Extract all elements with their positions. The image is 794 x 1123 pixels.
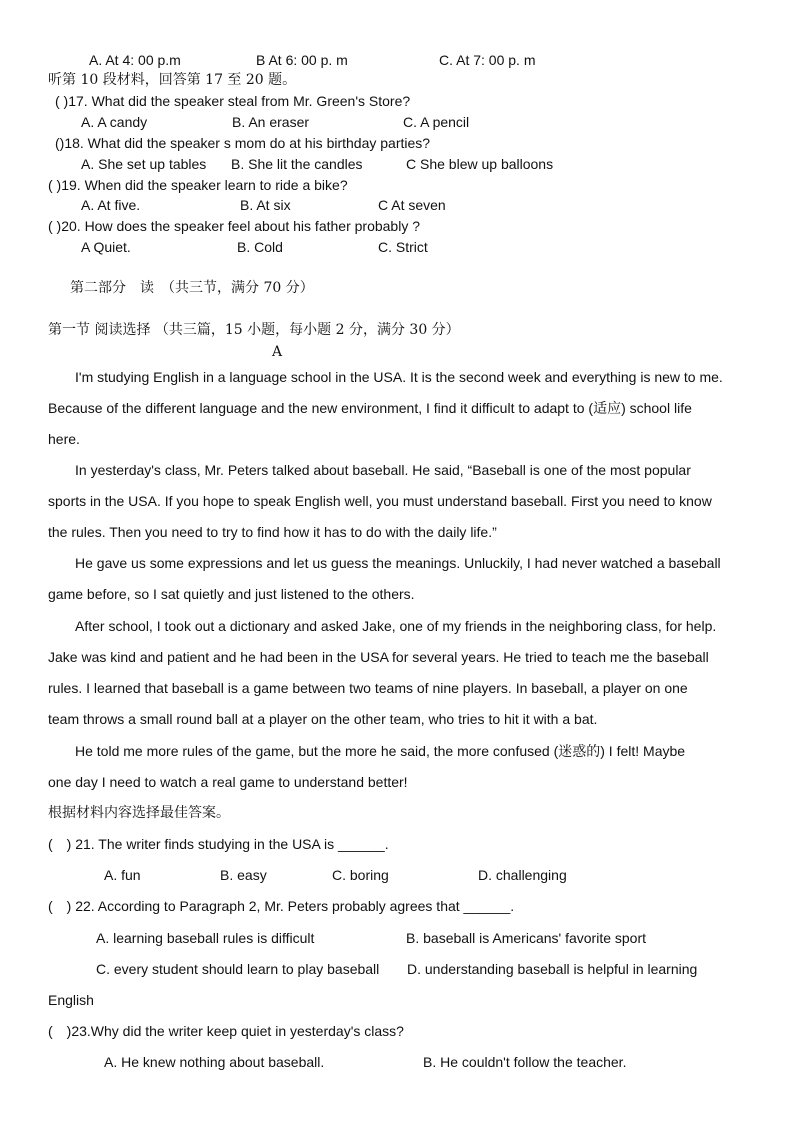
q16-option-b: B At 6: 00 p. m <box>256 52 348 68</box>
passage-line: rules. I learned that baseball is a game between two teams of nine players. In baseball, a player on one <box>48 680 688 696</box>
passage-line: After school, I took out a dictionary and asked Jake, one of my friends in the neighboring class, for help. <box>75 618 717 634</box>
passage-line: sports in the USA. If you hope to speak English well, you must understand baseball. First you need to know <box>48 493 712 509</box>
q21-option-b: B. easy <box>220 867 267 883</box>
q16-option-c: C. At 7: 00 p. m <box>439 52 536 68</box>
q20-option-b: B. Cold <box>237 239 283 255</box>
q23-option-a: A. He knew nothing about baseball. <box>104 1054 325 1070</box>
passage-line: game before, so I sat quietly and just listened to the others. <box>48 586 415 602</box>
q22-stem: ( ) 22. According to Paragraph 2, Mr. Peters probably agrees that ______. <box>48 898 515 914</box>
passage-line: In yesterday's class, Mr. Peters talked about baseball. He said, “Baseball is one of the most popular <box>75 462 691 478</box>
q21-option-c: C. boring <box>332 867 389 883</box>
q21-stem: ( ) 21. The writer finds studying in the USA is ______. <box>48 836 389 852</box>
q17-option-a: A. A candy <box>81 114 148 130</box>
q22-option-d: D. understanding baseball is helpful in learning <box>407 961 698 977</box>
passage-line: one day I need to watch a real game to understand better! <box>48 774 408 790</box>
passage-line: I'm studying English in a language school in the USA. It is the second week and everything is new to me. <box>75 369 723 385</box>
q19-option-c: C At seven <box>378 197 446 213</box>
q23-option-b: B. He couldn't follow the teacher. <box>423 1054 627 1070</box>
passage-line: team throws a small round ball at a player on the other team, who tries to hit it with a bat. <box>48 711 598 727</box>
passage-line: the rules. Then you need to try to find how it has to do with the daily life.” <box>48 524 497 540</box>
passage-line: He gave us some expressions and let us guess the meanings. Unluckily, I had never watched a baseball <box>75 555 721 571</box>
part2-heading: 第二部分 读 （共三节，满分 70 分） <box>70 280 314 296</box>
passage-line: Because of the different language and the new environment, I find it difficult to adapt to (适应) school life <box>48 400 692 416</box>
q20-option-a: A Quiet. <box>81 239 131 255</box>
q20-stem: ( )20. How does the speaker feel about his father probably ? <box>48 218 420 234</box>
q21-option-d: D. challenging <box>478 867 567 883</box>
q18-option-a: A. She set up tables <box>81 156 207 172</box>
listening-intro: 听第 10 段材料，回答第 17 至 20 题。 <box>48 72 297 88</box>
q19-option-b: B. At six <box>240 197 291 213</box>
q21-option-a: A. fun <box>104 867 141 883</box>
q18-stem: ()18. What did the speaker s mom do at his birthday parties? <box>55 135 431 151</box>
passage-line: here. <box>48 431 80 447</box>
q18-option-c: C She blew up balloons <box>406 156 554 172</box>
passage-line: Jake was kind and patient and he had been in the USA for several years. He tried to teach me the baseball <box>48 649 709 665</box>
passage-line: He told me more rules of the game, but the more he said, the more confused (迷惑的) I felt! Maybe <box>75 743 686 759</box>
q19-option-a: A. At five. <box>81 197 141 213</box>
q16-option-a: A. At 4: 00 p.m <box>89 52 181 68</box>
q18-option-b: B. She lit the candles <box>231 156 363 172</box>
instruction: 根据材料内容选择最佳答案。 <box>48 805 230 821</box>
q19-stem: ( )19. When did the speaker learn to ride a bike? <box>48 177 348 193</box>
q23-stem: ( )23.Why did the writer keep quiet in yesterday's class? <box>48 1023 404 1039</box>
passage-label: A <box>272 344 283 360</box>
q22-option-d-continued: English <box>48 992 94 1008</box>
q22-option-b: B. baseball is Americans' favorite sport <box>406 930 647 946</box>
q20-option-c: C. Strict <box>378 239 428 255</box>
q22-option-c: C. every student should learn to play baseball <box>96 961 380 977</box>
section1-heading: 第一节 阅读选择 （共三篇，15 小题，每小题 2 分，满分 30 分） <box>48 322 460 338</box>
q17-option-b: B. An eraser <box>232 114 310 130</box>
q22-option-a: A. learning baseball rules is difficult <box>96 930 315 946</box>
q17-stem: ( )17. What did the speaker steal from Mr. Green's Store? <box>55 93 411 109</box>
q17-option-c: C. A pencil <box>403 114 470 130</box>
